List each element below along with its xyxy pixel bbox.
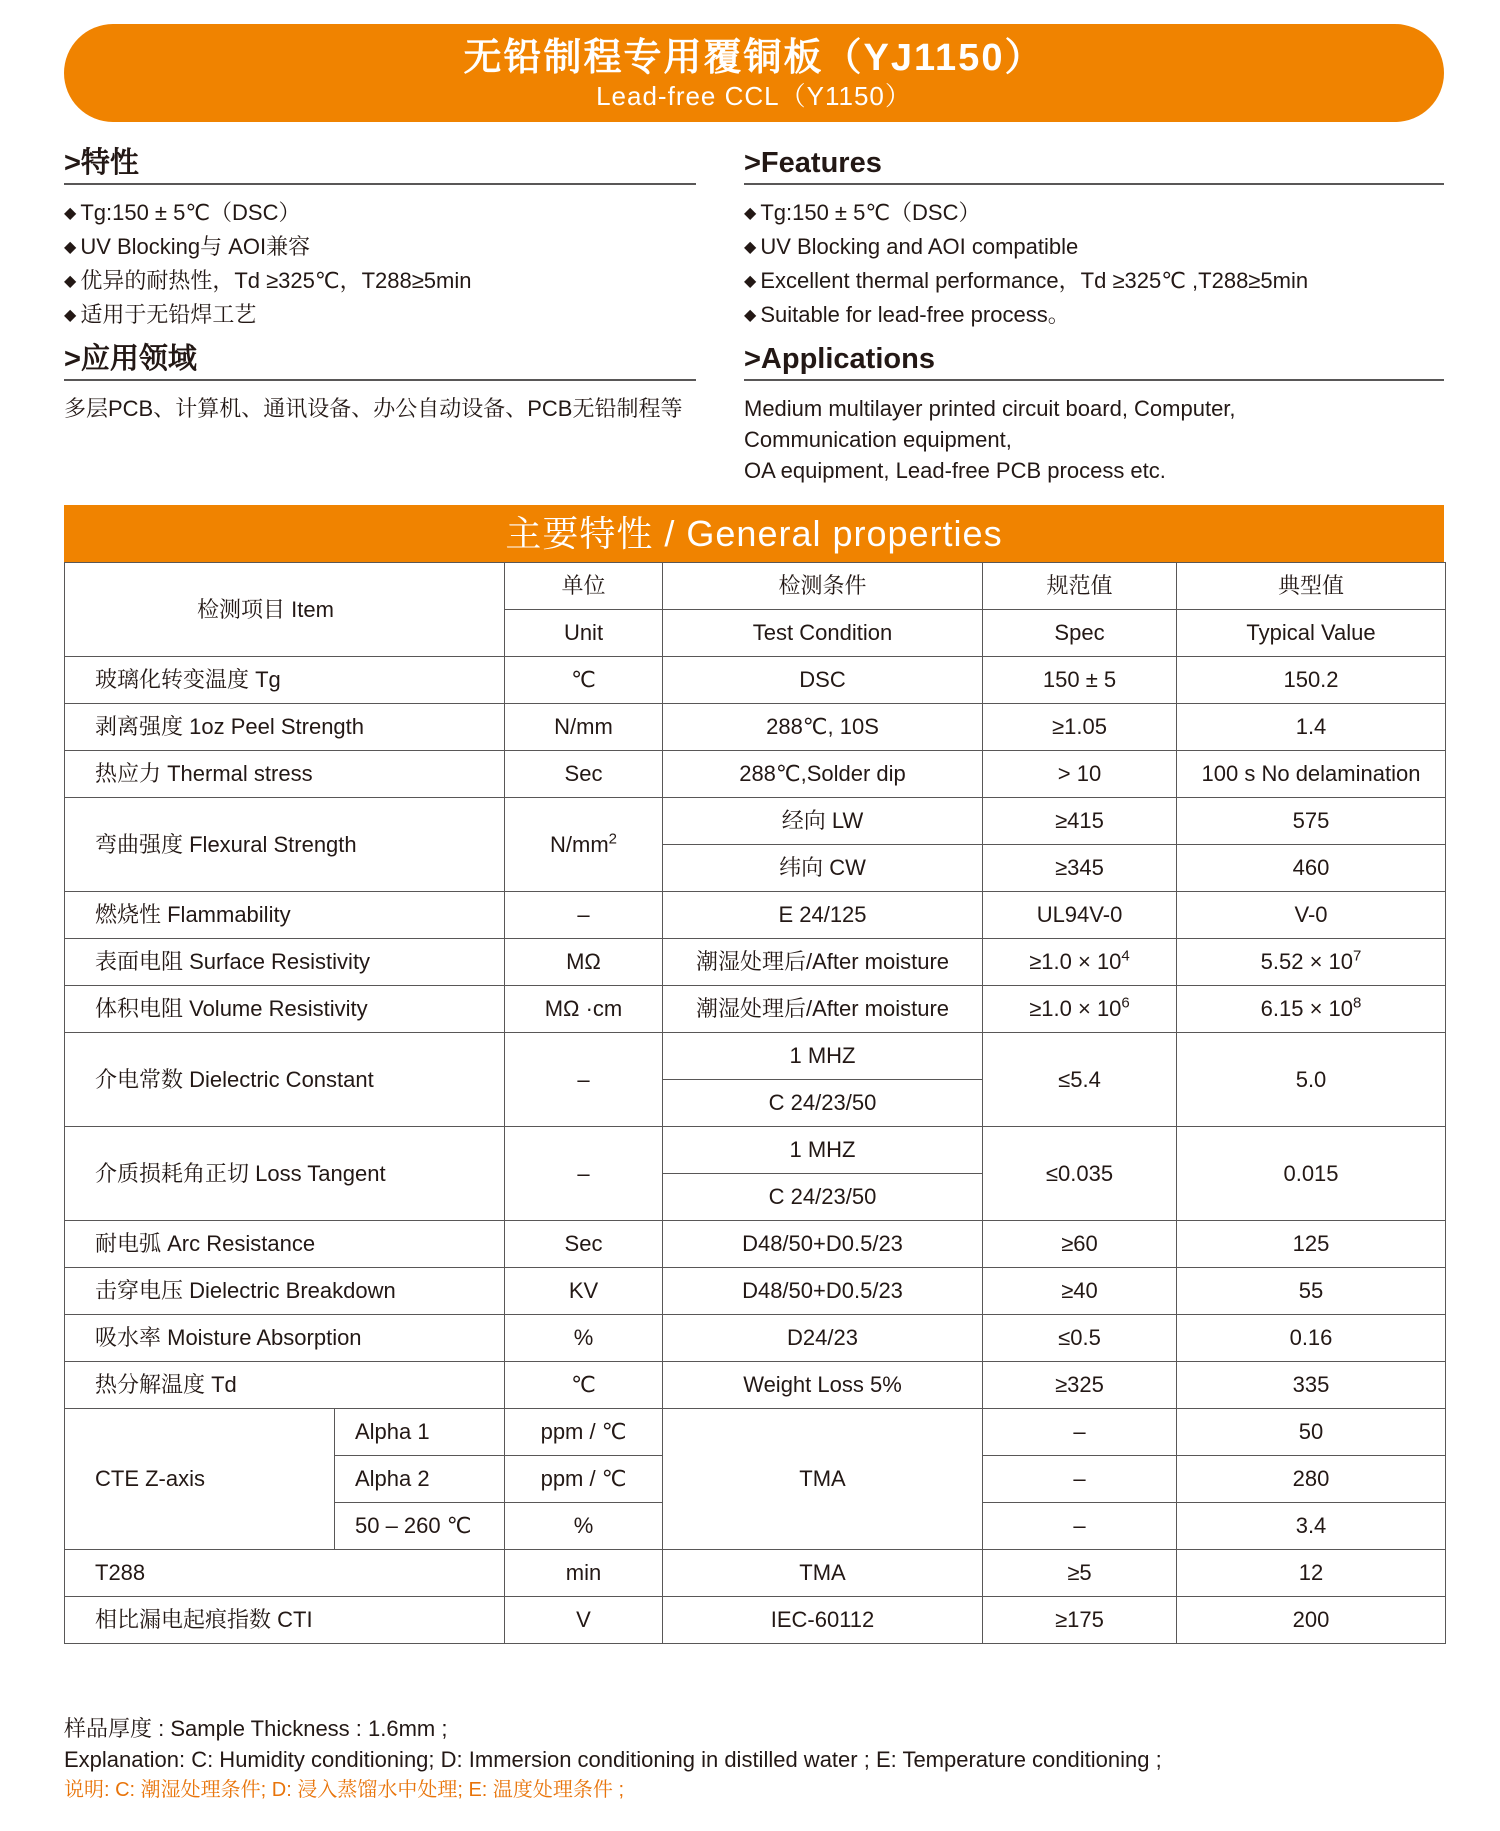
table-row xyxy=(65,704,1446,751)
table-row xyxy=(65,1550,1446,1597)
table-row xyxy=(65,1268,1446,1315)
cell-item: 介电常数 Dielectric Constant xyxy=(65,1033,505,1127)
cell-typ: 200 xyxy=(1177,1597,1446,1644)
cell-cond: DSC xyxy=(663,657,983,704)
cell-typ: 335 xyxy=(1177,1362,1446,1409)
table-row xyxy=(65,1597,1446,1644)
features-en-list xyxy=(744,197,1444,333)
applications-en-line: Communication equipment, xyxy=(744,427,1012,452)
table-row xyxy=(65,1409,1446,1456)
cell-subitem: Alpha 1 xyxy=(335,1409,505,1456)
table-row xyxy=(65,798,1446,845)
cell-typ: 150.2 xyxy=(1177,657,1446,704)
features-en-section xyxy=(744,145,1444,333)
applications-cn-text: 多层PCB、计算机、通讯设备、办公自动设备、PCB无铅制程等 xyxy=(64,396,683,421)
typ-base: 6.15 × 10 xyxy=(1260,996,1354,1021)
cell-typ: V-0 xyxy=(1177,892,1446,939)
list-item: ◆ 优异的耐热性，Td ≥325℃，T288≥5min xyxy=(64,265,696,299)
cell-typ: 55 xyxy=(1177,1268,1446,1315)
cell-unit: KV xyxy=(505,1268,663,1315)
typ-exponent: 8 xyxy=(1353,994,1362,1012)
cell-typ: 0.015 xyxy=(1177,1127,1446,1221)
cell-cond: 纬向 CW xyxy=(663,845,983,892)
cell-unit xyxy=(505,798,663,892)
cell-cond: D48/50+D0.5/23 xyxy=(663,1268,983,1315)
cell-typ: 460 xyxy=(1177,845,1446,892)
cell-typ xyxy=(1177,986,1446,1033)
cell-spec xyxy=(983,939,1177,986)
features-cn-heading: >特性 xyxy=(64,145,696,185)
table-row xyxy=(65,986,1446,1033)
cell-spec: ≥1.05 xyxy=(983,704,1177,751)
header-spec-en: Spec xyxy=(983,610,1177,657)
cell-typ: 12 xyxy=(1177,1550,1446,1597)
applications-cn-section xyxy=(64,341,696,424)
spec-exponent: 4 xyxy=(1121,947,1130,965)
cell-item: 弯曲强度 Flexural Strength xyxy=(65,798,505,892)
applications-en-line: OA equipment, Lead-free PCB process etc. xyxy=(744,458,1166,483)
cell-item: 热应力 Thermal stress xyxy=(65,751,505,798)
table-row xyxy=(65,1221,1446,1268)
cell-typ: 1.4 xyxy=(1177,704,1446,751)
cell-unit: Sec xyxy=(505,1221,663,1268)
cell-cond: 288℃, 10S xyxy=(663,704,983,751)
title-cn: 无铅制程专用覆铜板（YJ1150） xyxy=(463,37,1045,79)
cell-spec: – xyxy=(983,1503,1177,1550)
cell-spec: ≥325 xyxy=(983,1362,1177,1409)
header-typ-cn: 典型值 xyxy=(1177,563,1446,610)
cell-unit: Sec xyxy=(505,751,663,798)
general-properties-title: 主要特性 / General properties xyxy=(64,505,1444,562)
cell-spec: 150 ± 5 xyxy=(983,657,1177,704)
list-item: ◆ Tg:150 ± 5℃（DSC） xyxy=(64,197,696,231)
cell-item: 剥离强度 1oz Peel Strength xyxy=(65,704,505,751)
cell-item: 燃烧性 Flammability xyxy=(65,892,505,939)
list-item: ◆ Excellent thermal performance，Td ≥325℃ ,T288≥5min xyxy=(744,265,1444,299)
cell-unit: % xyxy=(505,1503,663,1550)
features-en-heading: >Features xyxy=(744,145,1444,185)
cell-spec: ≥175 xyxy=(983,1597,1177,1644)
cell-spec: > 10 xyxy=(983,751,1177,798)
cell-item: T288 xyxy=(65,1550,505,1597)
applications-cn-heading: >应用领域 xyxy=(64,341,696,381)
table-row xyxy=(65,1127,1446,1174)
note-explanation: Explanation: C: Humidity conditioning; D: Immersion conditioning in distilled water ; E: Temperature conditioning ; xyxy=(64,1747,1162,1772)
header-cond-en: Test Condition xyxy=(663,610,983,657)
header-unit-en: Unit xyxy=(505,610,663,657)
cell-unit: % xyxy=(505,1315,663,1362)
cell-cond: D48/50+D0.5/23 xyxy=(663,1221,983,1268)
cell-cond: IEC-60112 xyxy=(663,1597,983,1644)
cell-item: 体积电阻 Volume Resistivity xyxy=(65,986,505,1033)
cell-cond: C 24/23/50 xyxy=(663,1174,983,1221)
cell-typ: 125 xyxy=(1177,1221,1446,1268)
cell-cond: TMA xyxy=(663,1409,983,1550)
cell-unit: ℃ xyxy=(505,657,663,704)
table-row xyxy=(65,939,1446,986)
cell-spec: ≥5 xyxy=(983,1550,1177,1597)
cell-spec: ≥415 xyxy=(983,798,1177,845)
cell-unit-sup: 2 xyxy=(608,830,617,848)
header-item: 检测项目 Item xyxy=(65,563,505,657)
cell-spec xyxy=(983,986,1177,1033)
cell-cond: 1 MHZ xyxy=(663,1033,983,1080)
cell-unit: – xyxy=(505,892,663,939)
cell-unit: – xyxy=(505,1033,663,1127)
applications-en-section xyxy=(744,341,1444,486)
table-row xyxy=(65,657,1446,704)
features-cn-list xyxy=(64,197,696,333)
cell-cond: 潮湿处理后/After moisture xyxy=(663,939,983,986)
cell-item: 相比漏电起痕指数 CTI xyxy=(65,1597,505,1644)
list-item: ◆ 适用于无铅焊工艺 xyxy=(64,299,696,333)
cell-cond: 潮湿处理后/After moisture xyxy=(663,986,983,1033)
cell-unit: N/mm xyxy=(505,704,663,751)
header-spec-cn: 规范值 xyxy=(983,563,1177,610)
cell-item: 表面电阻 Surface Resistivity xyxy=(65,939,505,986)
cell-typ: 575 xyxy=(1177,798,1446,845)
cell-unit: V xyxy=(505,1597,663,1644)
list-item: ◆ Suitable for lead-free process。 xyxy=(744,299,1444,333)
list-item: ◆ UV Blocking与 AOI兼容 xyxy=(64,231,696,265)
applications-en-text xyxy=(744,393,1444,486)
cell-subitem: 50 – 260 ℃ xyxy=(335,1503,505,1550)
cell-item: 玻璃化转变温度 Tg xyxy=(65,657,505,704)
cell-item: 吸水率 Moisture Absorption xyxy=(65,1315,505,1362)
cell-spec: UL94V-0 xyxy=(983,892,1177,939)
cell-typ xyxy=(1177,939,1446,986)
notes xyxy=(64,1713,1162,1806)
header-unit-cn: 单位 xyxy=(505,563,663,610)
cell-typ: 280 xyxy=(1177,1456,1446,1503)
cell-cond: 经向 LW xyxy=(663,798,983,845)
typ-base: 5.52 × 10 xyxy=(1260,949,1354,974)
header-cond-cn: 检测条件 xyxy=(663,563,983,610)
cell-typ: 5.0 xyxy=(1177,1033,1446,1127)
table-row xyxy=(65,1362,1446,1409)
table-row xyxy=(65,751,1446,798)
cell-cond: TMA xyxy=(663,1550,983,1597)
list-item: ◆ UV Blocking and AOI compatible xyxy=(744,231,1444,265)
cell-cond: 1 MHZ xyxy=(663,1127,983,1174)
cell-spec: ≥40 xyxy=(983,1268,1177,1315)
table-row xyxy=(65,1315,1446,1362)
cell-spec: ≥345 xyxy=(983,845,1177,892)
applications-en-heading: >Applications xyxy=(744,341,1444,381)
cell-item: 耐电弧 Arc Resistance xyxy=(65,1221,505,1268)
cell-item: 击穿电压 Dielectric Breakdown xyxy=(65,1268,505,1315)
cell-cond: C 24/23/50 xyxy=(663,1080,983,1127)
cell-cond: 288℃,Solder dip xyxy=(663,751,983,798)
cell-subitem: Alpha 2 xyxy=(335,1456,505,1503)
cell-cond: E 24/125 xyxy=(663,892,983,939)
cell-unit: MΩ xyxy=(505,939,663,986)
list-item: ◆ Tg:150 ± 5℃（DSC） xyxy=(744,197,1444,231)
cell-unit: MΩ ·cm xyxy=(505,986,663,1033)
cell-item: 热分解温度 Td xyxy=(65,1362,505,1409)
header-typ-en: Typical Value xyxy=(1177,610,1446,657)
cell-spec: – xyxy=(983,1456,1177,1503)
features-cn-section xyxy=(64,145,696,333)
cell-spec: ≤0.5 xyxy=(983,1315,1177,1362)
title-banner xyxy=(64,24,1444,122)
title-en: Lead-free CCL（Y1150） xyxy=(596,81,912,111)
note-explanation-cn: 说明: C: 潮湿处理条件; D: 浸入蒸馏水中处理; E: 温度处理条件 ; xyxy=(64,1779,625,1801)
cell-spec: ≤5.4 xyxy=(983,1033,1177,1127)
cell-unit: – xyxy=(505,1127,663,1221)
cell-unit: ppm / ℃ xyxy=(505,1409,663,1456)
cell-cond: Weight Loss 5% xyxy=(663,1362,983,1409)
cell-cond: D24/23 xyxy=(663,1315,983,1362)
spec-base: ≥1.0 × 10 xyxy=(1029,949,1122,974)
cell-spec: ≤0.035 xyxy=(983,1127,1177,1221)
cell-unit: ℃ xyxy=(505,1362,663,1409)
cell-typ: 100 s No delamination xyxy=(1177,751,1446,798)
cell-item: CTE Z-axis xyxy=(65,1409,335,1550)
cell-spec: ≥60 xyxy=(983,1221,1177,1268)
cell-item: 介质损耗角正切 Loss Tangent xyxy=(65,1127,505,1221)
table-header-row xyxy=(65,563,1446,610)
table-row xyxy=(65,1033,1446,1080)
cell-spec: – xyxy=(983,1409,1177,1456)
applications-en-line: Medium multilayer printed circuit board, Computer, xyxy=(744,396,1236,421)
cell-unit-base: N/mm xyxy=(550,831,609,857)
note-thickness: 样品厚度 : Sample Thickness : 1.6mm ; xyxy=(64,1716,448,1741)
cell-typ: 0.16 xyxy=(1177,1315,1446,1362)
spec-exponent: 6 xyxy=(1121,994,1130,1012)
typ-exponent: 7 xyxy=(1353,947,1362,965)
cell-typ: 3.4 xyxy=(1177,1503,1446,1550)
cell-typ: 50 xyxy=(1177,1409,1446,1456)
cell-unit: ppm / ℃ xyxy=(505,1456,663,1503)
cell-unit: min xyxy=(505,1550,663,1597)
properties-table xyxy=(64,562,1446,1644)
table-row xyxy=(65,892,1446,939)
spec-base: ≥1.0 × 10 xyxy=(1029,996,1122,1021)
